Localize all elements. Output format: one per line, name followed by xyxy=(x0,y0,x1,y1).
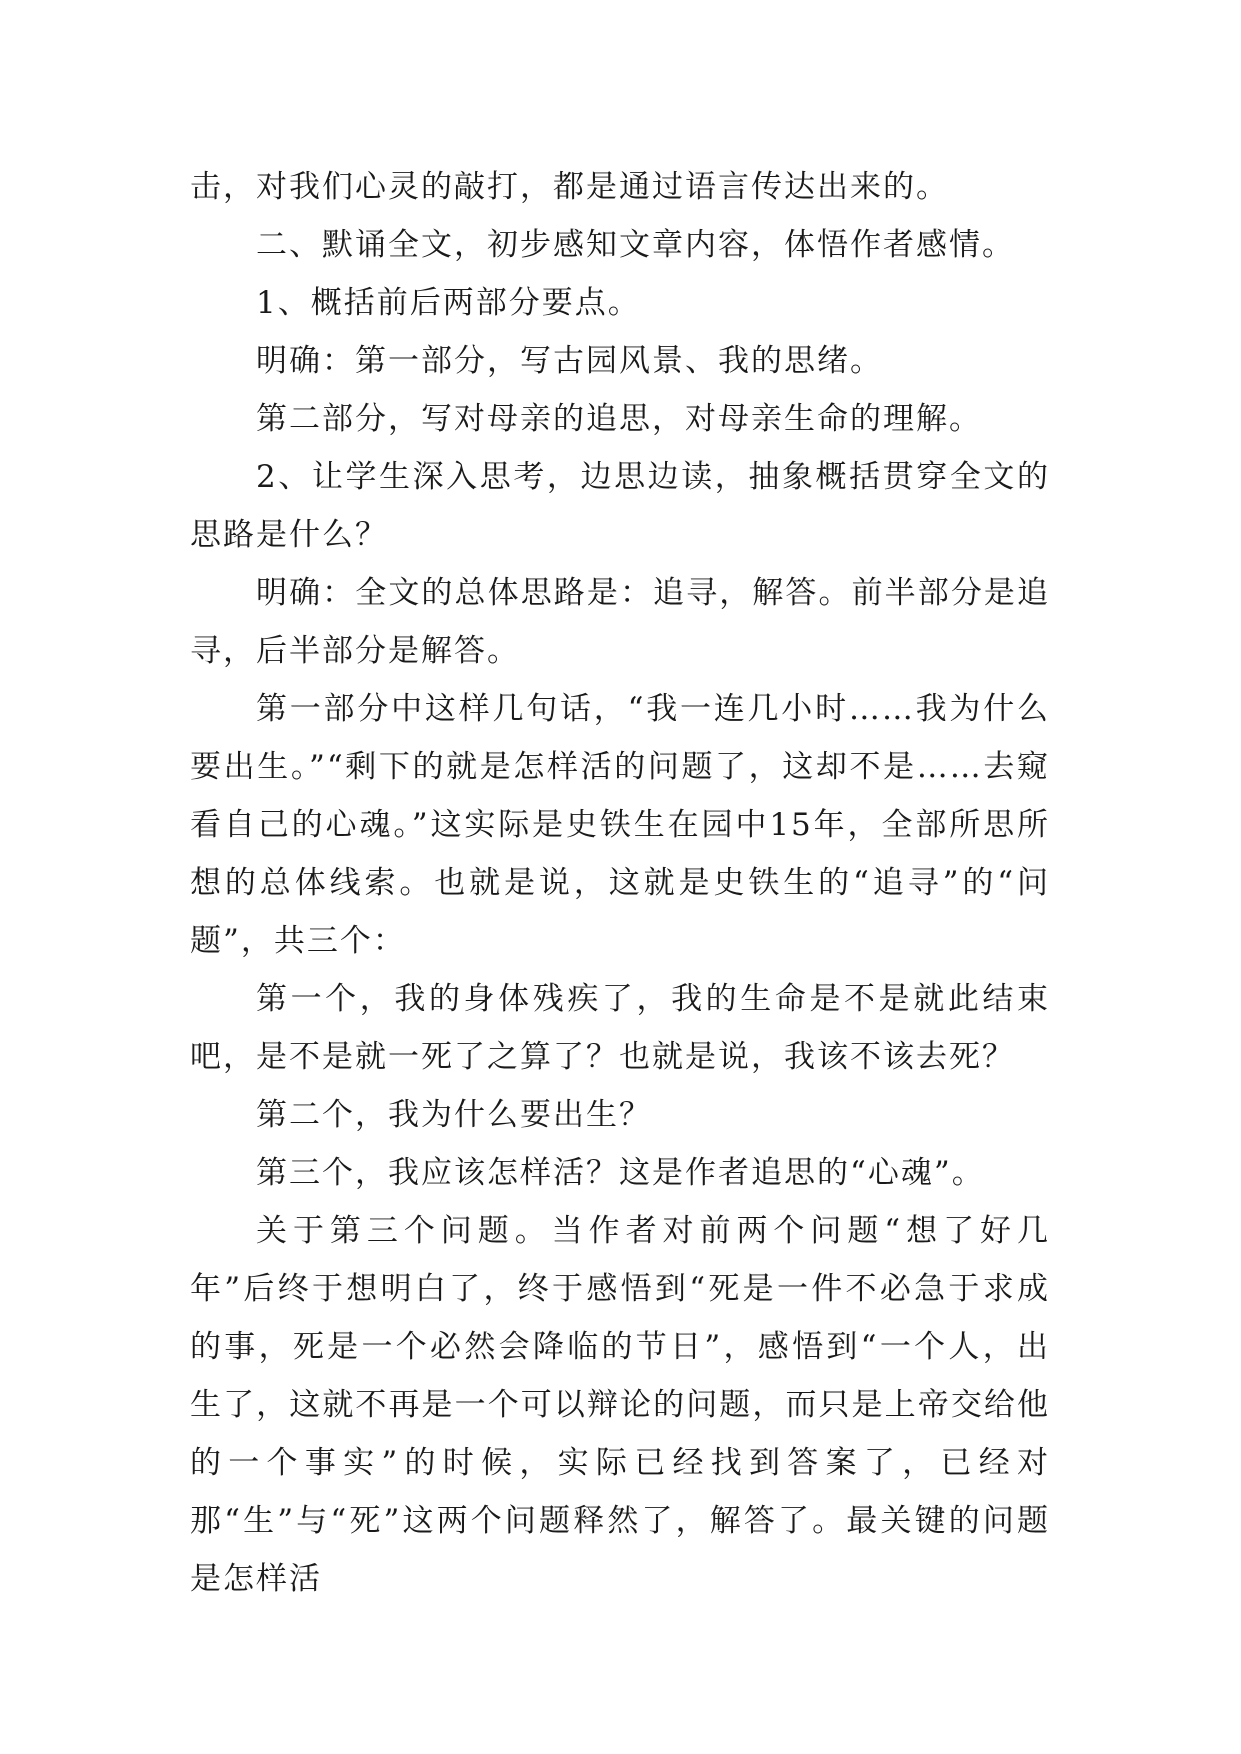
paragraph: 第一部分中这样几句话，“我一连几小时……我为什么要出生。”“剩下的就是怎样活的问题了，这却不是……去窥看自己的心魂。”这实际是史铁生在园中15年，全部所思所想的总体线索。也就是说，这就是史铁生的“追寻”的“问题”，共三个： xyxy=(190,691,1050,959)
paragraph: 关于第三个问题。当作者对前两个问题“想了好几年”后终于想明白了，终于感悟到“死是一件不必急于求成的事，死是一个必然会降临的节日”，感悟到“一个人，出生了，这就不再是一个可以辩论的问题，而只是上帝交给他的一个事实”的时候，实际已经找到答案了，已经对那“生”与“死”这两个问题释然了，解答了。最关键的问题是怎样活 xyxy=(190,1213,1050,1597)
answer-paragraph: 明确：第一部分，写古园风景、我的思绪。 xyxy=(256,343,883,379)
paragraph: 击，对我们心灵的敲打，都是通过语言传达出来的。 xyxy=(190,169,949,205)
paragraph: 第一个，我的身体残疾了，我的生命是不是就此结束吧，是不是就一死了之算了？也就是说，我该不该去死？ xyxy=(190,981,1050,1075)
question-item: 1、概括前后两部分要点。 xyxy=(256,285,641,321)
answer-paragraph: 明确：全文的总体思路是：追寻，解答。前半部分是追寻，后半部分是解答。 xyxy=(190,575,1050,669)
question-item: 2、让学生深入思考，边思边读，抽象概括贯穿全文的思路是什么？ xyxy=(190,459,1050,553)
paragraph: 第三个，我应该怎样活？这是作者追思的“心魂”。 xyxy=(256,1155,985,1191)
section-heading: 二、默诵全文，初步感知文章内容，体悟作者感情。 xyxy=(256,227,1015,263)
paragraph: 第二个，我为什么要出生？ xyxy=(256,1097,652,1133)
paragraph: 第二部分，写对母亲的追思，对母亲生命的理解。 xyxy=(256,401,982,437)
document-body xyxy=(190,158,1050,1608)
